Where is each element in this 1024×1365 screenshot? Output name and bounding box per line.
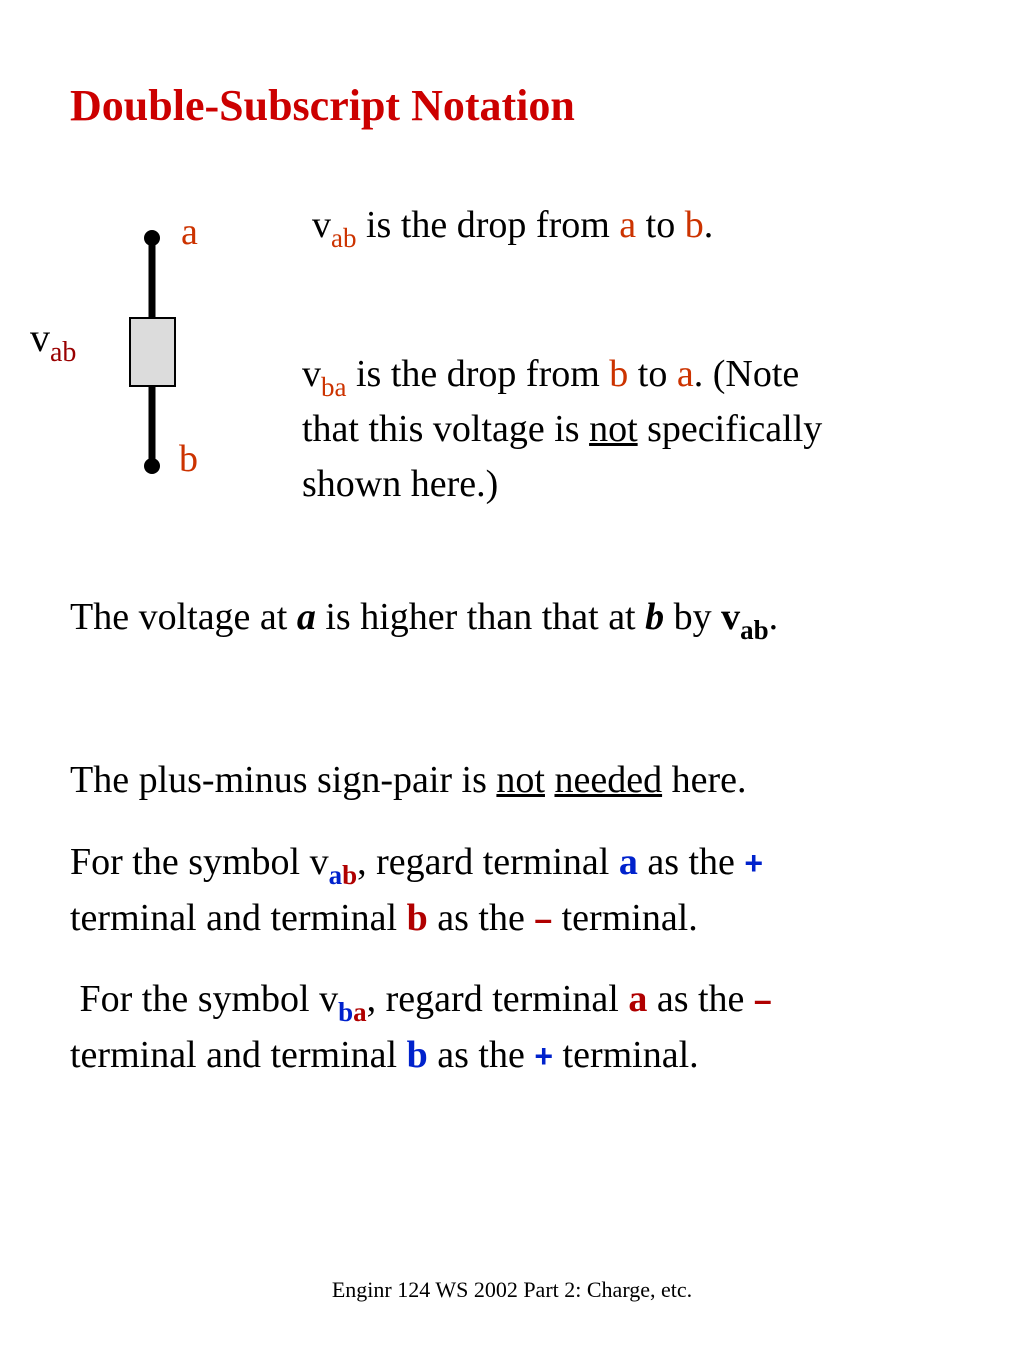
terminal-b-label: b [179, 438, 198, 480]
vab-convention-line-2 [70, 891, 763, 947]
text: is the drop from [356, 204, 620, 246]
vab-definition [312, 198, 713, 253]
subscript-a: a [353, 997, 367, 1027]
voltage-symbol: v [30, 315, 50, 360]
v-symbol: v [312, 204, 331, 246]
text: , regard terminal [366, 978, 629, 1020]
vba-convention-line-2 [70, 1028, 772, 1084]
vba-line-3: shown here.) [302, 463, 499, 505]
terminal-b-ref: b [406, 1034, 428, 1076]
voltage-higher-statement [70, 590, 778, 645]
text: to [628, 353, 677, 395]
v-symbol: v [721, 596, 741, 638]
text: . [768, 596, 779, 638]
text: For the symbol v [70, 841, 329, 883]
text: . [703, 204, 714, 246]
text: is the drop from [346, 353, 610, 395]
minus-sign: – [534, 901, 553, 937]
text: For the symbol v [70, 978, 339, 1020]
plus-sign: + [744, 845, 764, 881]
text: that this voltage is [302, 408, 590, 450]
text: The voltage at [70, 596, 297, 638]
sign-pair-statement [70, 753, 746, 808]
terminal-a-ref: a [619, 204, 637, 246]
text: as the [637, 841, 745, 883]
text: here. [662, 759, 747, 801]
text: to [636, 204, 685, 246]
vba-convention-line-1 [70, 972, 772, 1028]
terminal-a-label: a [181, 211, 198, 253]
terminal-b-dot [144, 458, 160, 474]
vab-sign-convention [70, 835, 763, 947]
terminal-b-ref: b [684, 204, 704, 246]
minus-sign: – [753, 982, 772, 1018]
text: terminal. [562, 1034, 699, 1076]
vba-definition [302, 347, 822, 512]
vba-line-1 [302, 347, 822, 402]
text: , regard terminal [357, 841, 619, 883]
subscript-a: a [328, 860, 343, 890]
terminal-a-ref: a [676, 353, 694, 395]
voltage-label [30, 315, 77, 368]
subscript-ab: ab [331, 223, 357, 253]
text: is higher than that at [315, 596, 646, 638]
text: terminal and terminal [70, 1034, 407, 1076]
terminal-b-ref: b [645, 596, 665, 638]
vab-convention-line-1 [70, 835, 763, 891]
terminal-b-ref: b [406, 897, 428, 939]
text: by [664, 596, 722, 638]
text: specifically [637, 408, 823, 450]
terminal-a-ref: a [618, 841, 638, 883]
underlined-not: not [496, 759, 545, 801]
text: as the [427, 897, 535, 939]
voltage-subscript: ab [50, 337, 77, 368]
element-box [130, 318, 175, 386]
underlined-needed: needed [554, 759, 663, 801]
text: as the [647, 978, 754, 1020]
v-symbol: v [302, 353, 321, 395]
slide-footer: Enginr 124 WS 2002 Part 2: Charge, etc. [331, 1277, 693, 1302]
terminal-a-ref: a [628, 978, 648, 1020]
text: . (Note [693, 353, 800, 395]
terminal-b-ref: b [609, 353, 629, 395]
plus-sign: + [534, 1038, 554, 1074]
terminal-a-dot [144, 230, 160, 246]
vba-sign-convention [70, 972, 772, 1084]
subscript-ab: ab [740, 615, 769, 645]
text: terminal and terminal [70, 897, 407, 939]
text: The plus-minus sign-pair is [70, 759, 497, 801]
text: terminal. [561, 897, 698, 939]
slide-title: Double-Subscript Notation [70, 81, 575, 130]
terminal-a-ref: a [296, 596, 316, 638]
subscript-b: b [338, 997, 354, 1027]
underlined-not: not [589, 408, 638, 450]
text: as the [427, 1034, 535, 1076]
vba-line-2 [302, 402, 822, 457]
subscript-b: b [342, 860, 358, 890]
subscript-ba: ba [321, 372, 347, 402]
